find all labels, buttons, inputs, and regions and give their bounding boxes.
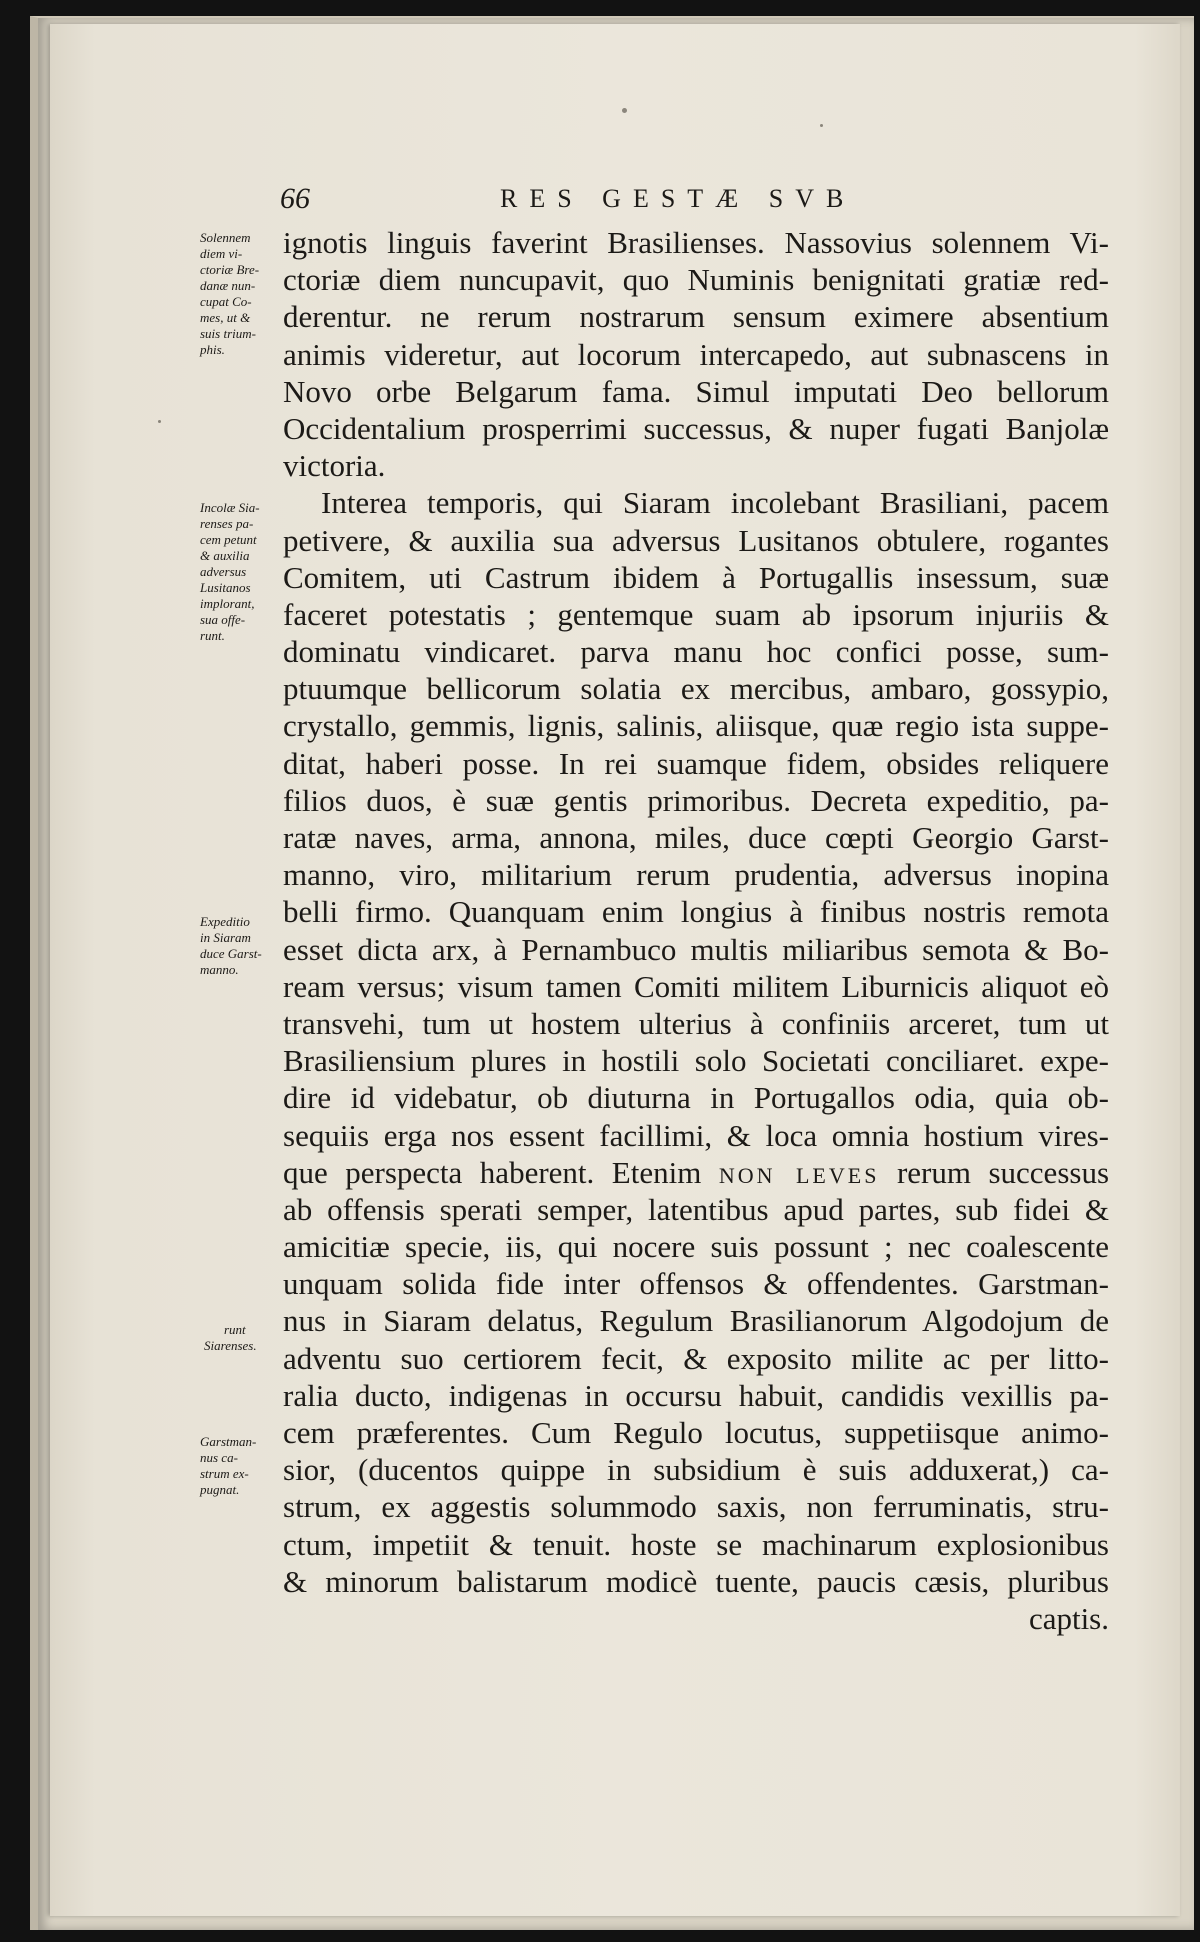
marginal-note-garstmannus [200, 1434, 284, 1498]
text-line: belli firmo. Quanquam enim longius à finibus nostris remota [283, 894, 1109, 930]
running-head: RES GESTÆ SVB [500, 184, 856, 213]
marginal-note-line: phis. [200, 342, 225, 357]
marginal-note-siara-inhabitants [200, 500, 284, 644]
marginal-note-line: Garstman- [200, 1434, 257, 1449]
marginal-note-line: renses pa- [200, 516, 254, 531]
page-header [230, 182, 1090, 222]
marginal-note-line: runt. [200, 628, 225, 643]
text-line: animis videretur, aut locorum intercapedo, aut subnascens in [283, 336, 1109, 372]
text-line: ignotis linguis faverint Brasilienses. Nassovius solennem Vi- [283, 225, 1109, 260]
marginal-note-line: cem petunt [200, 532, 257, 547]
marginal-note-line: duce Garst- [200, 946, 262, 961]
text-line: amicitiæ specie, iis, qui nocere suis possunt ; nec coalescente [283, 1229, 1109, 1265]
text-line: ditat, haberi posse. In rei suamque fidem, obsides reliquere [283, 745, 1109, 781]
text-line: esset dicta arx, à Pernambuco multis miliaribus semota & Bo- [283, 931, 1109, 967]
marginal-note-line: Solennem [200, 230, 251, 245]
text-line: Comitem, uti Castrum ibidem à Portugallis insessum, suæ [283, 559, 1109, 595]
text-line: sequiis erga nos essent facillimi, & loca omnia hostium vires- [283, 1117, 1109, 1153]
text-line: petivere, & auxilia sua adversus Lusitanos obtulere, rogantes [283, 522, 1109, 558]
text-line: dire id videbatur, ob diuturna in Portugallos odia, quia ob- [283, 1080, 1109, 1116]
text-line: unquam solida fide inter offensos & offendentes. Garstman- [283, 1266, 1109, 1302]
text-line: cem præferentes. Cum Regulo locutus, suppetiisque animo- [283, 1415, 1109, 1450]
page-number: 66 [280, 182, 310, 215]
ink-spot [622, 108, 627, 113]
text-line: adventu suo certiorem fecit, & exposito milite ac per litto- [283, 1340, 1109, 1376]
marginal-note-line: adversus [200, 564, 247, 579]
text-line: Occidentalium prosperrimi successus, & nuper fugati Banjolæ [283, 410, 1109, 446]
text-line: victoria. [283, 448, 386, 484]
marginal-note-line: manno. [200, 962, 239, 977]
text-line: strum, ex aggestis solummodo saxis, non ferruminatis, stru- [283, 1489, 1109, 1525]
text-line: crystallo, gemmis, lignis, salinis, aliisque, quæ regio ista suppe- [283, 708, 1109, 744]
marginal-note-line: in Siaram [200, 930, 251, 945]
small-caps-phrase: non leves [718, 1154, 880, 1190]
marginal-note-line: & auxilia [200, 548, 250, 563]
marginal-note-line: sua offe- [200, 612, 246, 627]
text-line: filios duos, è suæ gentis primoribus. Decreta expeditio, pa- [283, 782, 1109, 818]
text-line: ratæ naves, arma, annona, miles, duce cœpti Georgio Garst- [283, 820, 1109, 855]
text-line: transvehi, tum ut hostem ulterius à confiniis arceret, tum ut [283, 1005, 1109, 1041]
marginal-note-line: Incolæ Sia- [200, 500, 260, 515]
main-text [283, 224, 1109, 1637]
marginal-note-line: strum ex- [200, 1466, 249, 1481]
marginal-note-expedition [200, 914, 284, 978]
marginal-note-line: mes, ut & [200, 310, 251, 325]
text-line: & minorum balistarum modicè tuente, paucis cæsis, pluribus [283, 1563, 1109, 1599]
marginal-note-line: suis trium- [200, 326, 256, 341]
text-line: nus in Siaram delatus, Regulum Brasilianorum Algodojum de [283, 1303, 1109, 1339]
text-line-lead: que perspecta haberent. Etenim [283, 1154, 702, 1190]
marginal-note-line: pugnat. [200, 1482, 240, 1497]
ink-spot [158, 420, 161, 423]
marginal-note-line: Expeditio [200, 914, 250, 929]
text-line: ream versus; visum tamen Comiti militem Liburnicis aliquot eò [283, 968, 1109, 1004]
text-line: ctoriæ diem nuncupavit, quo Numinis benignitati gratiæ red- [283, 262, 1109, 298]
marginal-note-line: ctoriæ Bre- [200, 262, 260, 277]
text-line: Brasiliensium plures in hostili solo Societati conciliaret. expe- [283, 1043, 1109, 1079]
text-line: derentur. ne rerum nostrarum sensum eximere absentium [283, 299, 1109, 335]
marginal-note-line: danæ nun- [200, 278, 256, 293]
marginal-note-line: diem vi- [200, 246, 243, 261]
marginal-note-line: Lusitanos [200, 580, 251, 595]
text-line: faceret potestatis ; gentemque suam ab ipsorum injuriis & [283, 596, 1109, 632]
text-line: sior, (ducentos quippe in subsidium è suis adduxerat,) ca- [283, 1452, 1109, 1488]
marginal-note-siarenses [200, 1322, 284, 1354]
text-line: ralia ducto, indigenas in occursu habuit, candidis vexillis pa- [283, 1377, 1109, 1413]
text-line-tail: rerum successus [896, 1154, 1110, 1190]
text-line: ctum, impetiit & tenuit. hoste se machinarum explosionibus [283, 1526, 1109, 1562]
catchword: captis. [1028, 1600, 1109, 1636]
text-line: Novo orbe Belgarum fama. Simul imputati Deo bellorum [283, 373, 1109, 409]
text-line: Interea temporis, qui Siaram incolebant Brasiliani, pacem [321, 485, 1109, 521]
text-line: manno, viro, militarium rerum prudentia, adversus inopina [283, 857, 1109, 893]
text-line: dominatu vindicaret. parva manu hoc confici posse, sum- [283, 634, 1109, 670]
marginal-note-line: runt [224, 1322, 246, 1337]
text-line: ptuumque bellicorum solatia ex mercibus, ambaro, gossypio, [283, 671, 1109, 707]
text-line: ab offensis sperati semper, latentibus apud partes, sub fidei & [283, 1191, 1109, 1227]
marginal-note-victory-day [200, 230, 284, 358]
marginal-note-line: implorant, [200, 596, 255, 611]
marginal-note-line: nus ca- [200, 1450, 238, 1465]
marginal-note-line: cupat Co- [200, 294, 252, 309]
marginal-note-line: Siarenses. [204, 1338, 257, 1353]
ink-spot [820, 124, 823, 127]
text-line [283, 1154, 1109, 1191]
